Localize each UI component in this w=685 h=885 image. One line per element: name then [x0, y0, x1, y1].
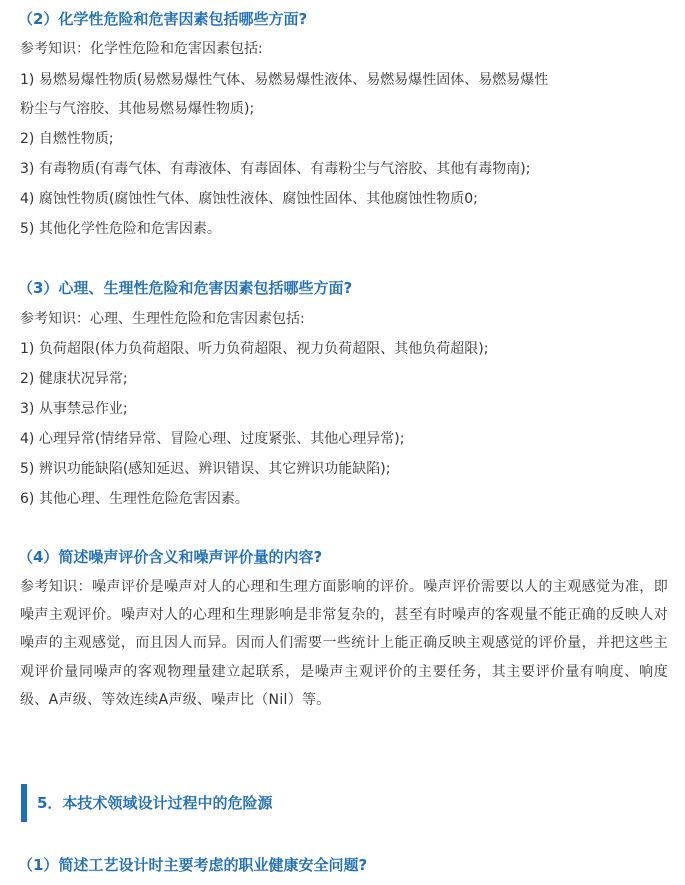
q2-item-4: 4) 腐蚀性物质(腐蚀性气体、腐蚀性液体、腐蚀性固体、其他腐蚀性物质0;: [20, 191, 478, 207]
section-5-header: [21, 784, 661, 822]
q4-answer-paragraph: 参考知识：噪声评价是噪声对人的心理和生理方面影响的评价。噪声评价需要以人的主观感觉为准，即噪声主观评价。噪声对人的心理和生理影响是非常复杂的，甚至有时噪声的客观量不能正确的反映人对噪声的主观感觉，而且因人而异。因而人们需要一些统计上能正确反映主观感觉的评价量，并把这些主观评价量同噪声的客观物理量建立起联系，是噪声主观评价的主要任务，其主要评价量有响度、响度级、A声级、等效连续A声级、噪声比（Nil）等。: [20, 579, 668, 708]
q3-item-2: 2) 健康状况异常;: [20, 371, 128, 387]
q2-item-1-line-b: 粉尘与气溶胶、其他易燃易爆性物质);: [20, 101, 255, 117]
question-2-heading: （2）化学性危险和危害因素包括哪些方面?: [18, 10, 308, 28]
question-4-heading: （4）简述噪声评价含义和噪声评价量的内容?: [18, 548, 323, 566]
q3-item-5: 5) 辨识功能缺陷(感知延迟、辨识错误、其它辨识功能缺陷);: [20, 461, 391, 477]
q2-item-2: 2) 自燃性物质;: [20, 131, 114, 147]
q2-item-5: 5) 其他化学性危险和危害因素。: [20, 221, 221, 237]
section-5-title: 5．本技术领域设计过程中的危险源: [37, 794, 273, 812]
q3-item-4: 4) 心理异常(情绪异常、冒险心理、过度紧张、其他心理异常);: [20, 431, 405, 447]
q3-item-3: 3) 从事禁忌作业;: [20, 401, 128, 417]
section-accent-bar: [21, 784, 27, 822]
question-3-heading: （3）心理、生理性危险和危害因素包括哪些方面?: [18, 279, 353, 297]
q2-item-1-line-a: 1) 易燃易爆性物质(易燃易爆性气体、易燃易爆性液体、易燃易爆性固体、易燃易爆性: [20, 72, 549, 88]
q2-intro-line: 参考知识：化学性危险和危害因素包括:: [20, 41, 263, 57]
section-5-question-1-heading: （1）简述工艺设计时主要考虑的职业健康安全问题?: [18, 856, 368, 874]
q3-item-6: 6) 其他心理、生理性危险危害因素。: [20, 491, 249, 507]
q3-item-1: 1) 负荷超限(体力负荷超限、听力负荷超限、视力负荷超限、其他负荷超限);: [20, 341, 489, 357]
q3-intro-line: 参考知识：心理、生理性危险和危害因素包括:: [20, 311, 305, 327]
q2-item-3: 3) 有毒物质(有毒气体、有毒液体、有毒固体、有毒粉尘与气溶胶、其他有毒物南);: [20, 161, 531, 177]
